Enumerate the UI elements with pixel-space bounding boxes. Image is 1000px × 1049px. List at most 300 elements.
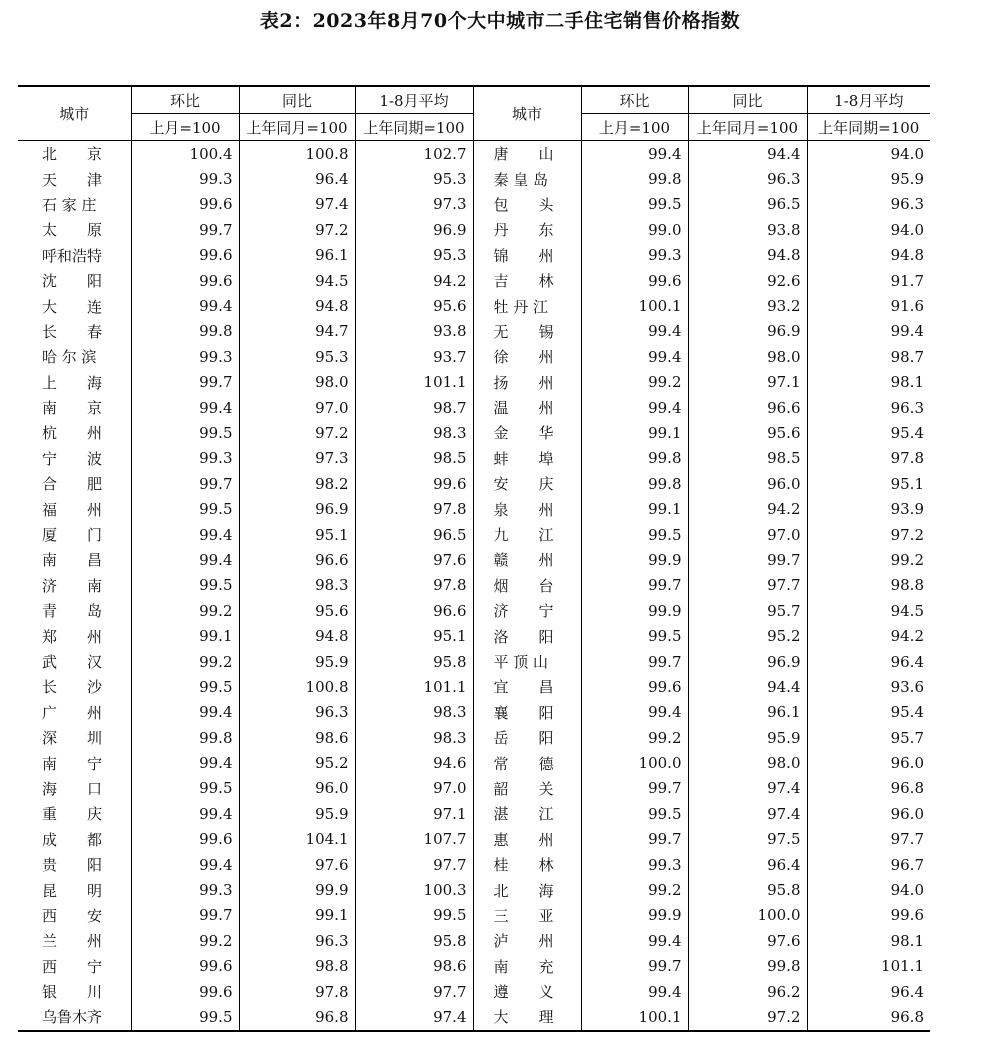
avg-value-right: 98.7: [807, 344, 930, 369]
yoy-value-right: 100.0: [688, 903, 807, 928]
avg-value-right: 96.4: [807, 979, 930, 1004]
city-left: 兰 州: [42, 932, 103, 951]
yoy-value-right: 99.7: [688, 547, 807, 572]
yoy-value-left: 95.2: [239, 750, 355, 775]
city-left: 杭 州: [42, 424, 103, 443]
table-row: [18, 903, 930, 928]
yoy-value-right: 96.6: [688, 395, 807, 420]
city-left: 北 京: [42, 145, 103, 164]
table-row: [18, 395, 930, 420]
mom-value-left: 99.4: [131, 395, 239, 420]
yoy-value-left: 98.6: [239, 725, 355, 750]
city-right: 扬 州: [473, 370, 581, 395]
yoy-value-left: 96.1: [239, 243, 355, 268]
avg-value-left: 95.3: [355, 166, 473, 191]
avg-value-right: 94.0: [807, 217, 930, 242]
yoy-base-left: 上年同月=100: [239, 114, 355, 141]
table-row: [18, 141, 930, 167]
mom-value-right: 99.9: [581, 598, 688, 623]
city-left: 福 州: [42, 500, 103, 519]
avg-value-right: 91.7: [807, 268, 930, 293]
avg-value-right: 94.5: [807, 598, 930, 623]
table-row: [18, 928, 930, 953]
city-left: 重 庆: [42, 805, 103, 824]
yoy-value-right: 96.4: [688, 852, 807, 877]
table-row: [18, 725, 930, 750]
avg-value-left: 98.7: [355, 395, 473, 420]
avg-value-right: 97.2: [807, 522, 930, 547]
yoy-value-left: 95.6: [239, 598, 355, 623]
mom-value-right: 99.6: [581, 674, 688, 699]
city-right: 岳 阳: [473, 725, 581, 750]
avg-value-right: 96.0: [807, 750, 930, 775]
yoy-value-left: 104.1: [239, 827, 355, 852]
mom-value-right: 100.0: [581, 750, 688, 775]
mom-value-right: 99.9: [581, 903, 688, 928]
mom-value-right: 99.6: [581, 268, 688, 293]
mom-base-left: 上月=100: [131, 114, 239, 141]
yoy-value-right: 98.0: [688, 750, 807, 775]
table-row: [18, 877, 930, 902]
mom-value-left: 99.4: [131, 852, 239, 877]
avg-value-left: 97.6: [355, 547, 473, 572]
yoy-value-left: 97.4: [239, 192, 355, 217]
mom-value-left: 99.7: [131, 471, 239, 496]
mom-value-left: 99.3: [131, 344, 239, 369]
mom-value-right: 99.2: [581, 370, 688, 395]
avg-value-right: 98.1: [807, 370, 930, 395]
yoy-value-left: 97.0: [239, 395, 355, 420]
city-right: 唐 山: [473, 141, 581, 167]
city-left: 上 海: [42, 373, 103, 392]
city-right: 常 德: [473, 750, 581, 775]
mom-value-right: 99.4: [581, 979, 688, 1004]
mom-value-left: 99.4: [131, 801, 239, 826]
avg-value-right: 94.8: [807, 243, 930, 268]
mom-value-left: 99.3: [131, 877, 239, 902]
yoy-value-left: 97.2: [239, 217, 355, 242]
avg-value-left: 93.7: [355, 344, 473, 369]
yoy-value-right: 97.1: [688, 370, 807, 395]
avg-value-right: 94.0: [807, 141, 930, 167]
yoy-value-left: 98.0: [239, 370, 355, 395]
yoy-value-left: 95.3: [239, 344, 355, 369]
yoy-value-right: 96.3: [688, 166, 807, 191]
city-right: 泉 州: [473, 496, 581, 521]
mom-value-right: 100.1: [581, 293, 688, 318]
avg-value-left: 95.1: [355, 623, 473, 648]
yoy-value-left: 96.9: [239, 496, 355, 521]
avg-value-left: 95.6: [355, 293, 473, 318]
yoy-value-right: 96.0: [688, 471, 807, 496]
city-left: 太 原: [42, 221, 103, 240]
city-left: 厦 门: [42, 526, 103, 545]
avg-header-right: 1-8月平均: [807, 86, 930, 114]
yoy-value-left: 94.5: [239, 268, 355, 293]
avg-value-right: 95.7: [807, 725, 930, 750]
city-right: 惠 州: [473, 827, 581, 852]
city-right: 牡 丹 江: [473, 293, 581, 318]
yoy-value-right: 97.6: [688, 928, 807, 953]
avg-value-left: 98.3: [355, 700, 473, 725]
city-left: 长 春: [42, 322, 103, 341]
mom-value-right: 99.2: [581, 877, 688, 902]
avg-value-right: 96.8: [807, 776, 930, 801]
avg-value-right: 97.7: [807, 827, 930, 852]
mom-value-left: 99.2: [131, 928, 239, 953]
avg-value-right: 98.8: [807, 573, 930, 598]
mom-value-left: 99.7: [131, 903, 239, 928]
mom-header-left: 环比: [131, 86, 239, 114]
table-row: [18, 268, 930, 293]
yoy-value-left: 96.3: [239, 700, 355, 725]
mom-value-left: 99.3: [131, 446, 239, 471]
table-row: [18, 293, 930, 318]
table-row: [18, 954, 930, 979]
avg-value-right: 95.4: [807, 700, 930, 725]
avg-value-left: 97.8: [355, 573, 473, 598]
mom-value-right: 99.5: [581, 623, 688, 648]
table-row: [18, 852, 930, 877]
mom-value-right: 99.8: [581, 471, 688, 496]
table-row: [18, 623, 930, 648]
table-row: [18, 573, 930, 598]
yoy-value-left: 99.1: [239, 903, 355, 928]
header-row-1: [18, 86, 930, 114]
city-left: 南 京: [42, 399, 103, 418]
yoy-value-left: 98.3: [239, 573, 355, 598]
city-right: 吉 林: [473, 268, 581, 293]
avg-value-right: 96.7: [807, 852, 930, 877]
avg-value-left: 97.7: [355, 852, 473, 877]
yoy-value-right: 95.2: [688, 623, 807, 648]
yoy-header-right: 同比: [688, 86, 807, 114]
city-left: 海 口: [42, 779, 103, 798]
avg-value-left: 95.8: [355, 928, 473, 953]
yoy-value-left: 96.8: [239, 1004, 355, 1030]
mom-value-right: 99.5: [581, 801, 688, 826]
table-row: [18, 319, 930, 344]
city-right: 赣 州: [473, 547, 581, 572]
avg-value-left: 100.3: [355, 877, 473, 902]
city-left: 呼和浩特: [42, 246, 103, 265]
avg-value-left: 97.0: [355, 776, 473, 801]
yoy-value-right: 99.8: [688, 954, 807, 979]
avg-value-right: 96.8: [807, 1004, 930, 1030]
yoy-value-right: 98.0: [688, 344, 807, 369]
yoy-value-left: 95.9: [239, 649, 355, 674]
avg-value-right: 96.3: [807, 192, 930, 217]
mom-value-left: 99.7: [131, 370, 239, 395]
table-row: [18, 700, 930, 725]
mom-value-left: 99.5: [131, 496, 239, 521]
mom-value-right: 99.7: [581, 954, 688, 979]
city-left: 哈 尔 滨: [42, 348, 97, 367]
avg-value-left: 98.3: [355, 725, 473, 750]
table-row: [18, 243, 930, 268]
yoy-value-left: 96.4: [239, 166, 355, 191]
avg-value-left: 97.4: [355, 1004, 473, 1030]
table-row: [18, 598, 930, 623]
city-header-left: 城市: [18, 86, 131, 141]
table-row: [18, 344, 930, 369]
yoy-value-left: 96.6: [239, 547, 355, 572]
yoy-value-right: 98.5: [688, 446, 807, 471]
city-left: 武 汉: [42, 653, 103, 671]
table-title: 表2：2023年8月70个大中城市二手住宅销售价格指数: [259, 10, 741, 32]
city-left: 贵 阳: [42, 856, 103, 875]
avg-value-right: 94.2: [807, 623, 930, 648]
mom-value-left: 99.4: [131, 700, 239, 725]
yoy-value-right: 96.1: [688, 700, 807, 725]
yoy-value-left: 94.8: [239, 623, 355, 648]
city-header-right: 城市: [473, 86, 581, 141]
city-right: 徐 州: [473, 344, 581, 369]
avg-value-right: 94.0: [807, 877, 930, 902]
mom-base-right: 上月=100: [581, 114, 688, 141]
mom-value-left: 99.6: [131, 192, 239, 217]
mom-value-right: 99.5: [581, 192, 688, 217]
avg-header-left: 1-8月平均: [355, 86, 473, 114]
mom-value-right: 99.4: [581, 928, 688, 953]
table-row: [18, 547, 930, 572]
avg-value-right: 98.1: [807, 928, 930, 953]
city-left: 广 州: [42, 703, 103, 722]
mom-value-left: 99.3: [131, 166, 239, 191]
yoy-value-right: 94.8: [688, 243, 807, 268]
city-right: 平 顶 山: [473, 649, 581, 674]
mom-value-right: 99.9: [581, 547, 688, 572]
mom-value-left: 100.4: [131, 141, 239, 167]
yoy-value-left: 95.1: [239, 522, 355, 547]
city-right: 桂 林: [473, 852, 581, 877]
table-row: [18, 674, 930, 699]
table-row: [18, 420, 930, 445]
avg-value-left: 98.6: [355, 954, 473, 979]
avg-value-right: 96.3: [807, 395, 930, 420]
mom-value-left: 99.6: [131, 954, 239, 979]
yoy-value-right: 93.2: [688, 293, 807, 318]
avg-value-left: 97.7: [355, 979, 473, 1004]
mom-value-right: 99.4: [581, 344, 688, 369]
mom-value-right: 99.5: [581, 522, 688, 547]
yoy-value-right: 93.8: [688, 217, 807, 242]
table-row: [18, 522, 930, 547]
yoy-header-left: 同比: [239, 86, 355, 114]
mom-value-right: 99.7: [581, 649, 688, 674]
mom-value-left: 99.1: [131, 623, 239, 648]
city-right: 洛 阳: [473, 623, 581, 648]
avg-value-right: 99.4: [807, 319, 930, 344]
table-row: [18, 979, 930, 1004]
mom-value-left: 99.8: [131, 725, 239, 750]
city-left: 西 安: [42, 906, 103, 925]
avg-value-left: 96.5: [355, 522, 473, 547]
mom-value-left: 99.2: [131, 649, 239, 674]
table-row: [18, 496, 930, 521]
city-left: 沈 阳: [42, 272, 103, 291]
city-left: 南 昌: [42, 551, 103, 570]
city-right: 九 江: [473, 522, 581, 547]
yoy-value-left: 98.8: [239, 954, 355, 979]
yoy-value-left: 100.8: [239, 141, 355, 167]
city-right: 三 亚: [473, 903, 581, 928]
yoy-value-right: 97.4: [688, 776, 807, 801]
avg-value-left: 107.7: [355, 827, 473, 852]
mom-value-left: 99.4: [131, 547, 239, 572]
avg-value-left: 94.2: [355, 268, 473, 293]
mom-value-right: 99.1: [581, 496, 688, 521]
mom-value-right: 99.7: [581, 573, 688, 598]
avg-value-left: 96.6: [355, 598, 473, 623]
city-right: 无 锡: [473, 319, 581, 344]
city-right: 烟 台: [473, 573, 581, 598]
avg-base-right: 上年同期=100: [807, 114, 930, 141]
yoy-value-left: 94.7: [239, 319, 355, 344]
yoy-value-left: 99.9: [239, 877, 355, 902]
city-left: 天 津: [42, 170, 103, 189]
city-right: 安 庆: [473, 471, 581, 496]
table-row: [18, 827, 930, 852]
city-left: 昆 明: [42, 881, 103, 900]
yoy-value-right: 96.5: [688, 192, 807, 217]
city-right: 温 州: [473, 395, 581, 420]
avg-value-left: 101.1: [355, 370, 473, 395]
yoy-value-right: 92.6: [688, 268, 807, 293]
table-row: [18, 370, 930, 395]
yoy-value-left: 98.2: [239, 471, 355, 496]
city-right: 秦 皇 岛: [473, 166, 581, 191]
city-left: 郑 州: [42, 627, 103, 646]
yoy-value-left: 95.9: [239, 801, 355, 826]
yoy-value-right: 96.2: [688, 979, 807, 1004]
table-row: [18, 166, 930, 191]
yoy-value-right: 94.2: [688, 496, 807, 521]
city-left: 济 南: [42, 576, 103, 595]
city-right: 湛 江: [473, 801, 581, 826]
avg-value-right: 95.9: [807, 166, 930, 191]
yoy-value-left: 97.2: [239, 420, 355, 445]
city-left: 长 沙: [42, 678, 103, 697]
city-right: 韶 关: [473, 776, 581, 801]
yoy-value-left: 94.8: [239, 293, 355, 318]
yoy-value-right: 95.6: [688, 420, 807, 445]
avg-value-right: 95.4: [807, 420, 930, 445]
avg-value-left: 99.5: [355, 903, 473, 928]
city-right: 大 理: [473, 1004, 581, 1030]
city-right: 北 海: [473, 877, 581, 902]
city-right: 金 华: [473, 420, 581, 445]
mom-value-right: 99.2: [581, 725, 688, 750]
mom-value-right: 99.3: [581, 852, 688, 877]
price-index-table: [18, 85, 930, 1032]
avg-value-right: 96.0: [807, 801, 930, 826]
mom-value-left: 99.5: [131, 1004, 239, 1030]
city-left: 南 宁: [42, 754, 103, 773]
table-row: [18, 217, 930, 242]
avg-value-left: 97.8: [355, 496, 473, 521]
mom-value-left: 99.4: [131, 293, 239, 318]
city-left: 深 圳: [42, 729, 103, 748]
avg-value-left: 98.3: [355, 420, 473, 445]
city-left: 成 都: [42, 830, 103, 849]
city-right: 包 头: [473, 192, 581, 217]
avg-value-right: 96.4: [807, 649, 930, 674]
city-right: 济 宁: [473, 598, 581, 623]
city-left: 合 肥: [42, 475, 103, 494]
mom-value-left: 99.6: [131, 268, 239, 293]
yoy-value-right: 94.4: [688, 141, 807, 167]
table-row: [18, 1004, 930, 1030]
mom-value-right: 99.8: [581, 166, 688, 191]
avg-value-left: 95.8: [355, 649, 473, 674]
yoy-value-right: 95.9: [688, 725, 807, 750]
avg-value-left: 102.7: [355, 141, 473, 167]
yoy-value-right: 97.2: [688, 1004, 807, 1030]
city-left: 乌鲁木齐: [18, 1004, 131, 1030]
avg-value-left: 97.1: [355, 801, 473, 826]
mom-value-left: 99.4: [131, 522, 239, 547]
city-right: 宜 昌: [473, 674, 581, 699]
avg-value-left: 97.3: [355, 192, 473, 217]
yoy-base-right: 上年同月=100: [688, 114, 807, 141]
avg-value-left: 101.1: [355, 674, 473, 699]
yoy-value-left: 100.8: [239, 674, 355, 699]
yoy-value-right: 97.0: [688, 522, 807, 547]
mom-value-right: 99.7: [581, 827, 688, 852]
mom-value-left: 99.5: [131, 776, 239, 801]
mom-value-right: 99.4: [581, 700, 688, 725]
mom-value-left: 99.6: [131, 979, 239, 1004]
mom-value-left: 99.5: [131, 573, 239, 598]
avg-value-right: 101.1: [807, 954, 930, 979]
yoy-value-left: 97.3: [239, 446, 355, 471]
mom-value-left: 99.5: [131, 420, 239, 445]
yoy-value-left: 96.3: [239, 928, 355, 953]
mom-value-left: 99.6: [131, 243, 239, 268]
mom-value-right: 99.4: [581, 395, 688, 420]
mom-value-left: 99.4: [131, 750, 239, 775]
yoy-value-right: 97.7: [688, 573, 807, 598]
yoy-value-right: 97.5: [688, 827, 807, 852]
avg-base-left: 上年同期=100: [355, 114, 473, 141]
table-row: [18, 750, 930, 775]
yoy-value-right: 95.8: [688, 877, 807, 902]
avg-value-right: 91.6: [807, 293, 930, 318]
city-right: 锦 州: [473, 243, 581, 268]
avg-value-right: 97.8: [807, 446, 930, 471]
mom-value-right: 99.8: [581, 446, 688, 471]
yoy-value-right: 97.4: [688, 801, 807, 826]
city-right: 蚌 埠: [473, 446, 581, 471]
yoy-value-right: 95.7: [688, 598, 807, 623]
mom-value-left: 99.2: [131, 598, 239, 623]
yoy-value-left: 96.0: [239, 776, 355, 801]
city-right: 遵 义: [473, 979, 581, 1004]
avg-value-left: 98.5: [355, 446, 473, 471]
table-row: [18, 649, 930, 674]
yoy-value-left: 97.6: [239, 852, 355, 877]
yoy-value-right: 94.4: [688, 674, 807, 699]
avg-value-left: 95.3: [355, 243, 473, 268]
mom-value-right: 99.0: [581, 217, 688, 242]
city-right: 襄 阳: [473, 700, 581, 725]
table-row: [18, 471, 930, 496]
mom-value-right: 99.3: [581, 243, 688, 268]
mom-value-right: 99.1: [581, 420, 688, 445]
mom-header-right: 环比: [581, 86, 688, 114]
mom-value-right: 99.7: [581, 776, 688, 801]
